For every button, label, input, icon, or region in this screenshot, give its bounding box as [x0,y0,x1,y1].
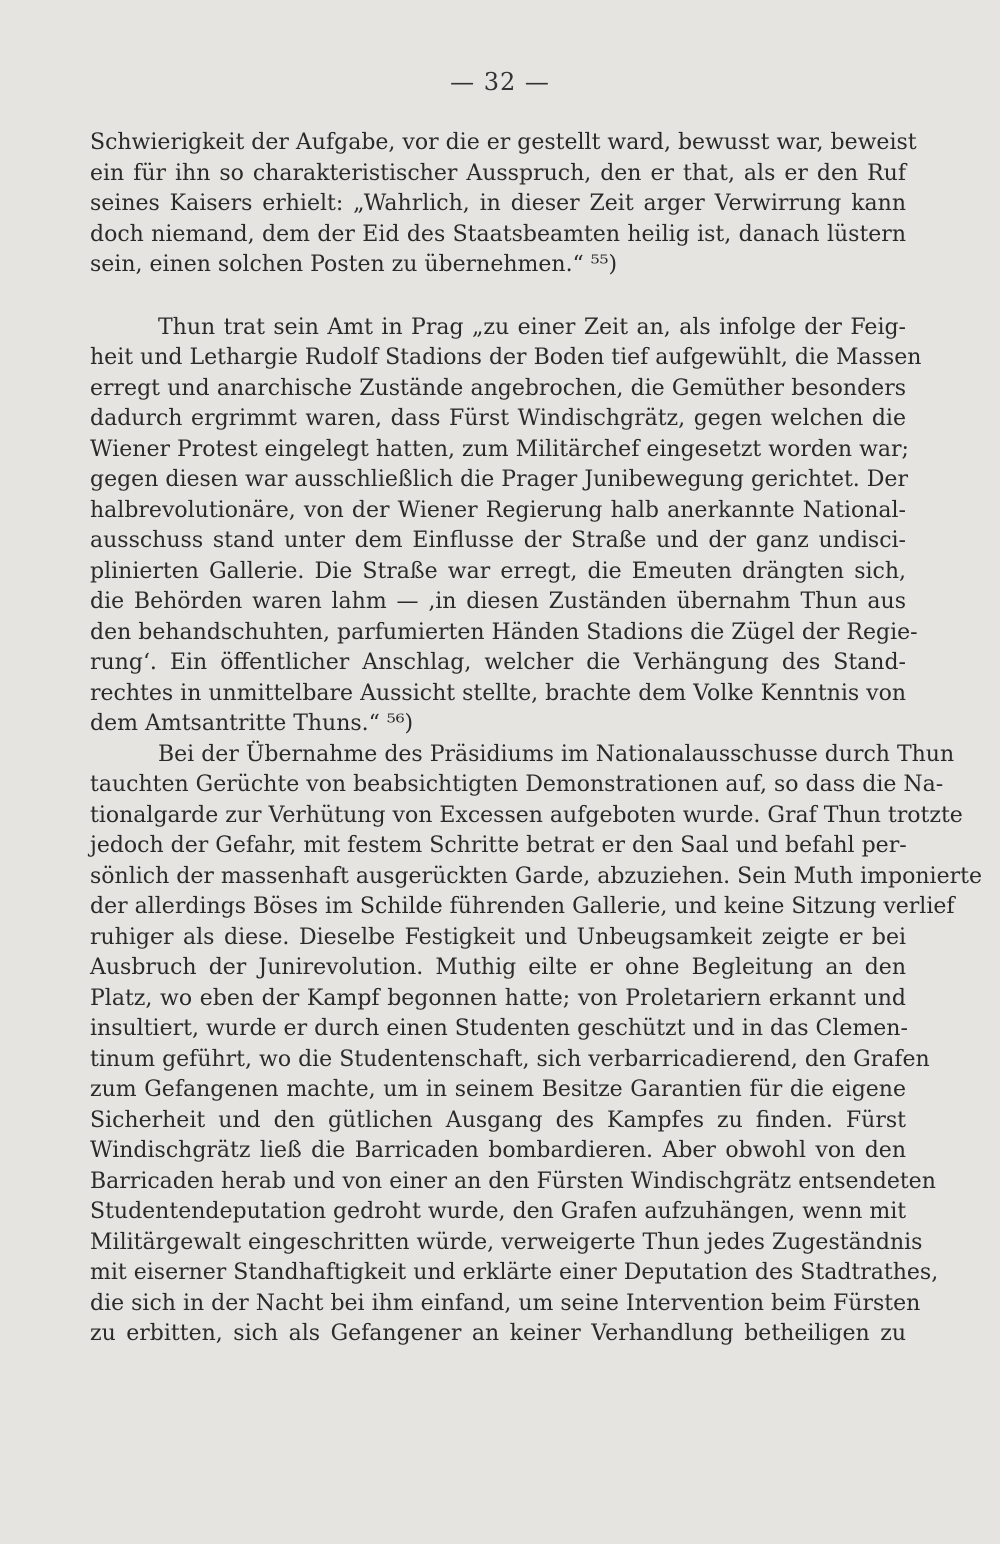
text-line: sein, einen solchen Posten zu übernehmen.“ ⁵⁵) [90,252,618,277]
text-line: plinierten Gallerie. Die Straße war erregt, die Emeuten drängten sich, [90,558,906,584]
text-line: ausschuss stand unter dem Einflusse der Straße und der ganz undisci- [90,528,906,553]
text-line: ruhiger als diese. Dieselbe Festigkeit und Unbeugsamkeit zeigte er bei [90,924,906,950]
page-number: — 32 — [450,68,550,96]
text-line: dadurch ergrimmt waren, dass Fürst Windischgrätz, gegen welchen die [90,406,906,431]
text-line: Ausbruch der Junirevolution. Muthig eilte er ohne Begleitung an den [90,955,906,980]
text-line: Sicherheit und den gütlichen Ausgang des Kampfes zu finden. Fürst [90,1107,906,1133]
text-line: zum Gefangenen machte, um in seinem Besitze Garantien für die eigene [90,1077,906,1102]
text-line: tauchten Gerüchte von beabsichtigten Demonstrationen auf, so dass die Na- [90,772,944,797]
text-line: zu erbitten, sich als Gefangener an keiner Verhandlung betheiligen zu [90,1321,906,1346]
text-line: heit und Lethargie Rudolf Stadions der Boden tief aufgewühlt, die Massen [90,345,922,370]
text-line: Barricaden herab und von einer an den Fürsten Windischgrätz entsendeten [90,1168,936,1194]
text-line: mit eiserner Standhaftigkeit und erklärte einer Deputation des Stadtrathes, [90,1260,939,1285]
text-line: seines Kaisers erhielt: „Wahrlich, in dieser Zeit arger Verwirrung kann [90,191,906,216]
paragraph-3 [90,740,982,1350]
text-line: Platz, wo eben der Kampf begonnen hatte; von Proletariern erkannt und [90,985,906,1011]
text-line: Bei der Übernahme des Präsidiums im Nationalausschusse durch Thun [158,741,955,767]
paragraph-gap [90,281,906,313]
text-line: Studentendeputation gedroht wurde, den Grafen aufzuhängen, wenn mit [90,1199,907,1224]
text-line: Wiener Protest eingelegt hatten, zum Militärchef eingesetzt worden war; [90,436,909,462]
text-line: erregt und anarchische Zustände angebrochen, die Gemüther besonders [90,375,906,401]
text-line: den behandschuhten, parfumierten Händen Stadions die Zügel der Regie- [90,619,918,645]
text-line: der allerdings Böses im Schilde führenden Gallerie, und keine Sitzung verlief [90,894,955,919]
text-line: rung‘. Ein öffentlicher Anschlag, welcher die Verhängung des Stand- [90,650,906,675]
text-line: die sich in der Nacht bei ihm einfand, um seine Intervention beim Fürsten [90,1290,921,1316]
text-line: gegen diesen war ausschließlich die Prager Junibewegung gerichtet. Der [90,467,908,492]
text-line: tinum geführt, wo die Studentenschaft, sich verbarricadierend, den Grafen [90,1046,930,1072]
text-line: halbrevolutionäre, von der Wiener Regierung halb anerkannte National- [90,497,906,523]
body-text [90,128,982,1350]
text-line: Thun trat sein Amt in Prag „zu einer Zeit an, als infolge der Feig- [158,314,906,340]
text-line: insultiert, wurde er durch einen Studenten geschützt und in das Clemen- [90,1016,908,1041]
text-line: dem Amtsantritte Thuns.“ ⁵⁶) [90,711,414,736]
text-line: sönlich der massenhaft ausgerückten Garde, abzuziehen. Sein Muth imponierte [90,863,982,889]
text-line: die Behörden waren lahm — ‚in diesen Zuständen übernahm Thun aus [90,589,906,614]
paragraph-1 [90,128,917,281]
text-line: rechtes in unmittelbare Aussicht stellte, brachte dem Volke Kenntnis von [90,680,907,706]
text-line: doch niemand, dem der Eid des Staatsbeamten heilig ist, danach lüstern [90,221,906,247]
text-line: Militärgewalt eingeschritten würde, verweigerte Thun jedes Zugeständnis [90,1229,923,1255]
text-line: ein für ihn so charakteristischer Ausspruch, den er that, als er den Ruf [90,160,906,186]
text-line: jedoch der Gefahr, mit festem Schritte betrat er den Saal und befahl per- [90,833,907,858]
text-line: Windischgrätz ließ die Barricaden bombardieren. Aber obwohl von den [90,1138,906,1163]
text-line: Schwierigkeit der Aufgabe, vor die er gestellt ward, bewusst war, beweist [90,130,917,155]
paragraph-2 [90,313,922,740]
text-line: tionalgarde zur Verhütung von Excessen aufgeboten wurde. Graf Thun trotzte [90,802,963,828]
